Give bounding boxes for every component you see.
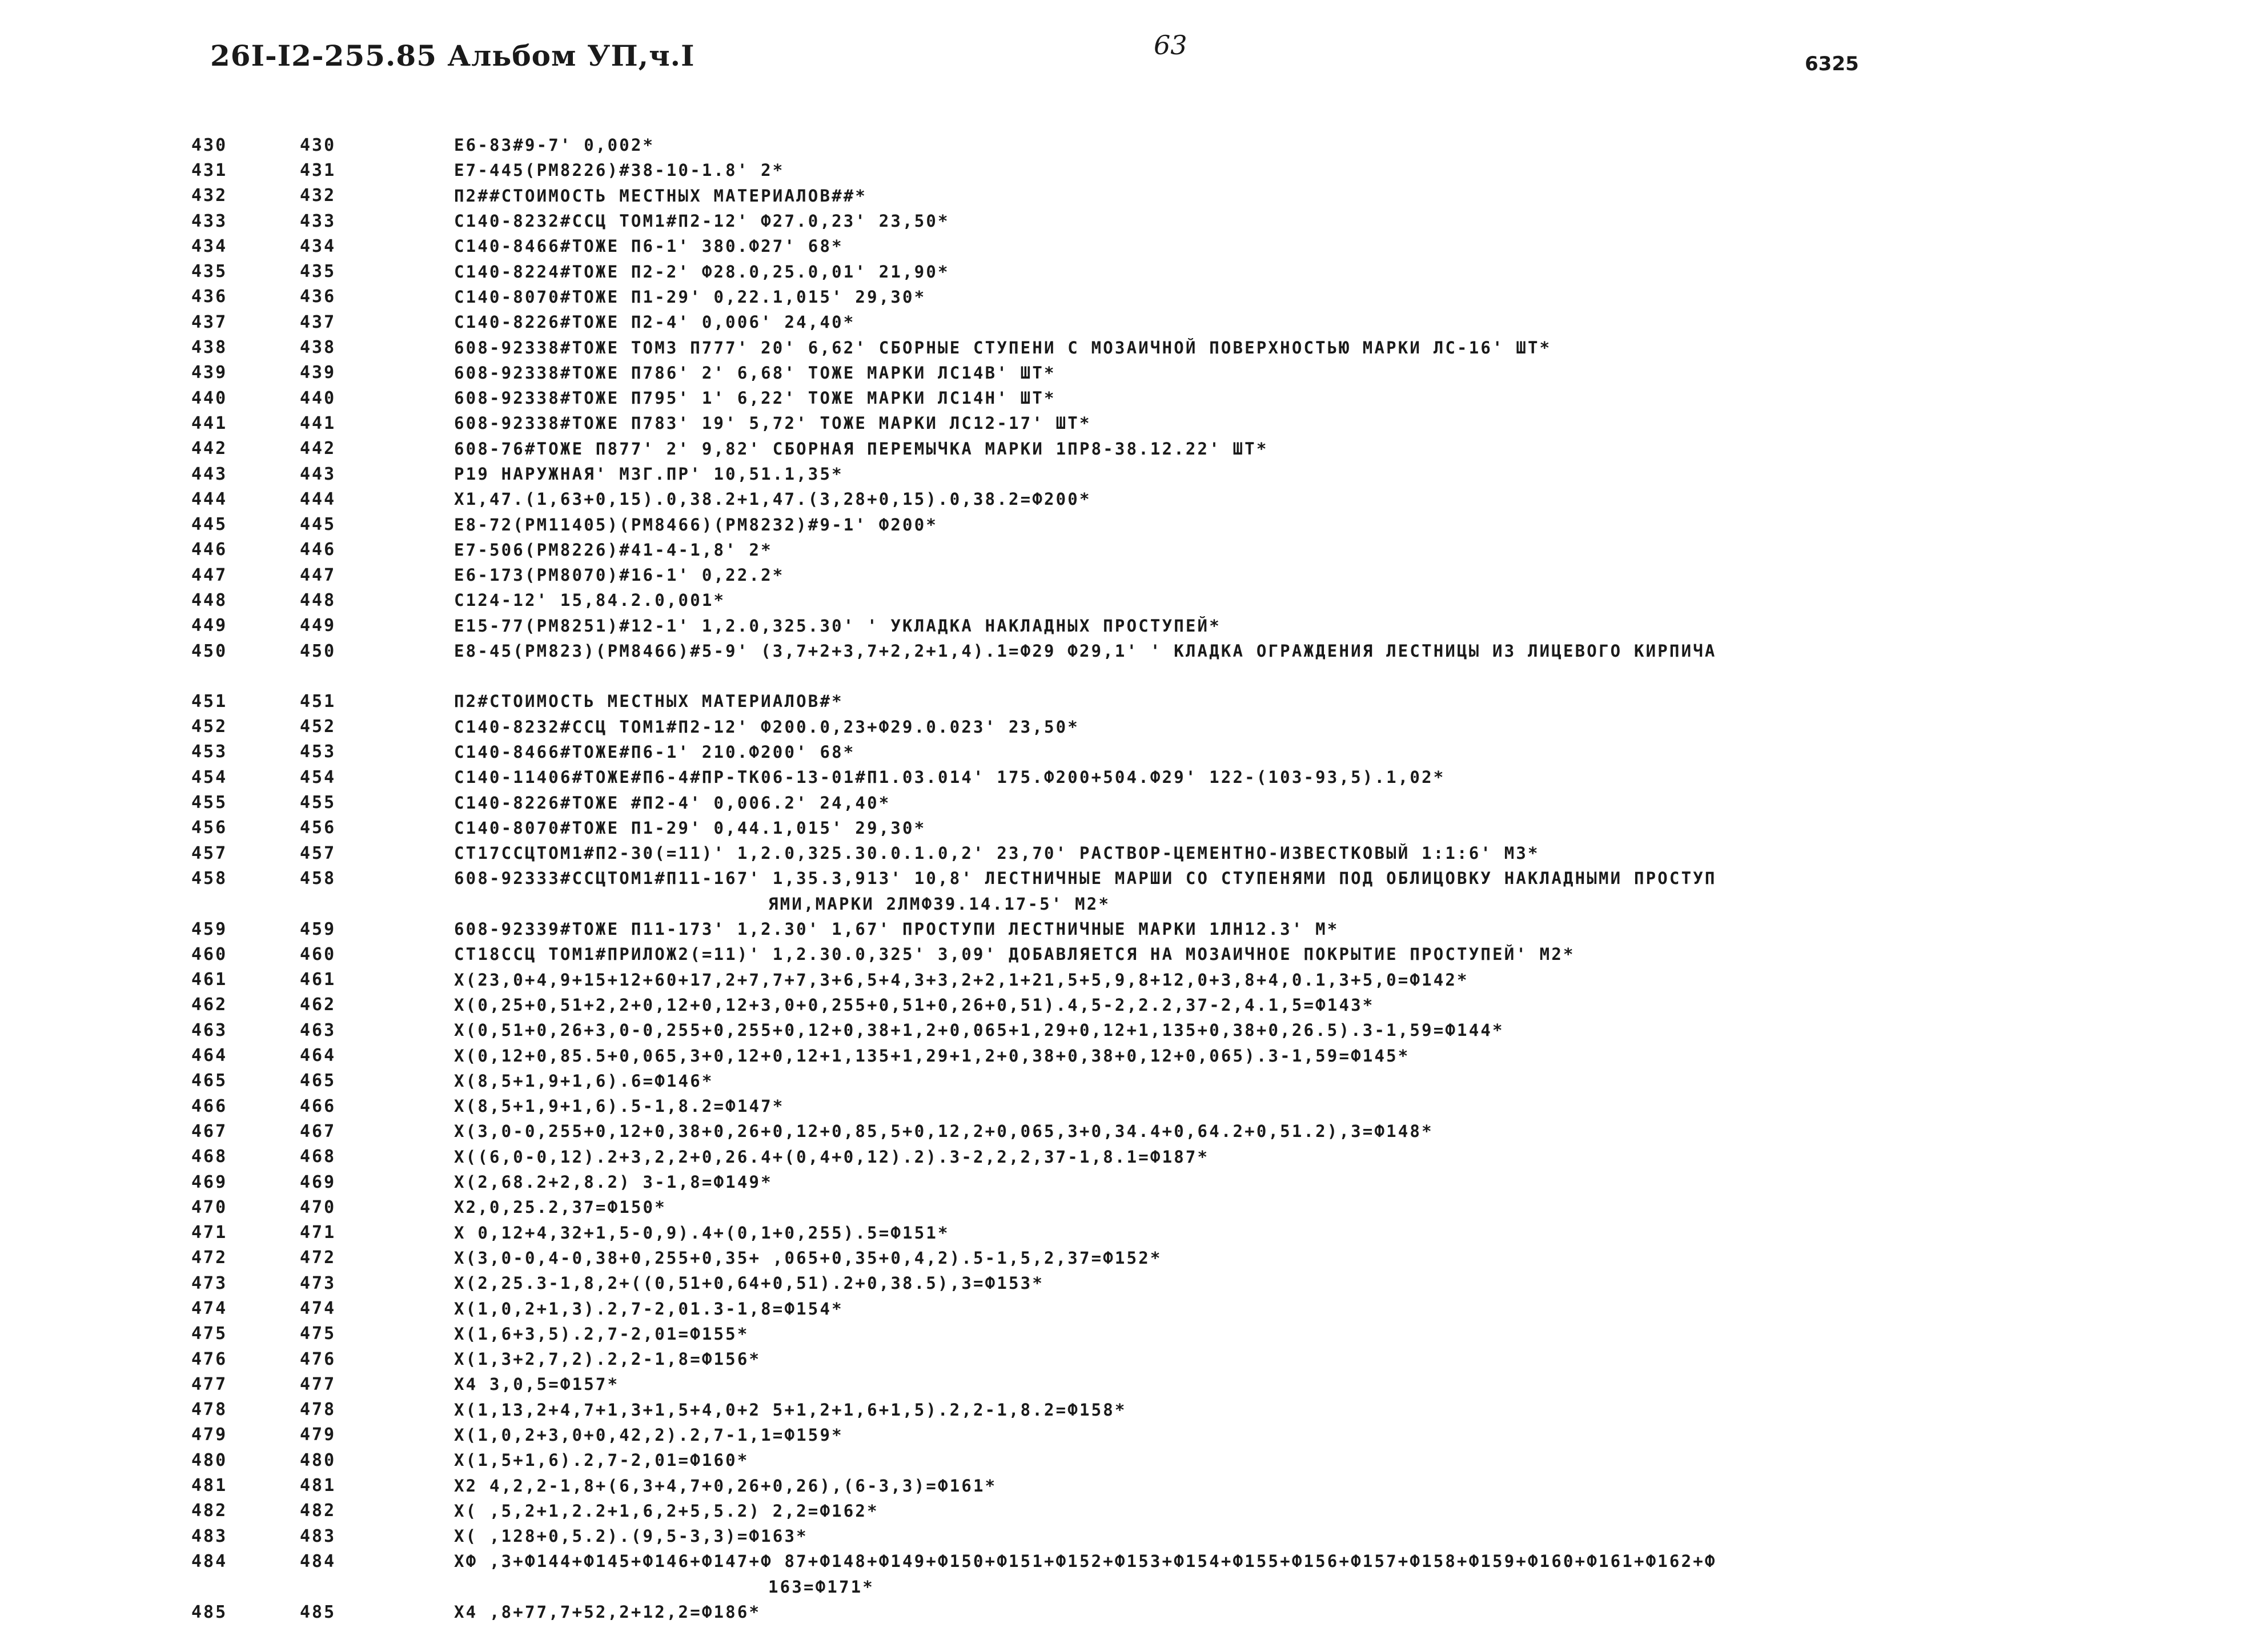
line-number-left: 463 <box>191 1020 228 1040</box>
listing-continuation-line <box>191 891 2225 917</box>
line-text: С140-8466#ТОЖЕ#П6-1' 210.Ф200' 68* <box>454 742 856 762</box>
line-number-right: 483 <box>300 1526 336 1546</box>
document-code: 6325 <box>1805 53 1859 75</box>
line-number-left: 481 <box>191 1476 228 1496</box>
line-number-left: 436 <box>191 287 228 307</box>
line-number-left: 452 <box>191 717 228 737</box>
line-text: 608-92338#ТОЖЕ П795' 1' 6,22' ТОЖЕ МАРКИ ЛС14Н' ШТ* <box>454 388 1056 408</box>
listing-line <box>191 1144 2225 1169</box>
line-text: С140-8224#ТОЖЕ П2-2' Ф28.0,25.0,01' 21,90* <box>454 262 950 282</box>
line-number-right: 456 <box>300 818 336 838</box>
line-number-right: 485 <box>300 1602 336 1622</box>
listing-line <box>191 132 2225 158</box>
line-number-right: 477 <box>300 1374 336 1394</box>
listing-line <box>191 537 2225 562</box>
line-number-right: 440 <box>300 388 336 408</box>
line-number-right: 431 <box>300 160 336 180</box>
line-number-right: 441 <box>300 413 336 433</box>
line-number-left: 445 <box>191 515 228 535</box>
listing-line <box>191 1473 2225 1498</box>
line-text: СТ18ССЦ ТОМ1#ПРИЛОЖ2(=11)' 1,2.30.0,325' 3,09' ДОБАВЛЯЕТСЯ НА МОЗАИЧНОЕ ПОКРЫТИЕ ПРОСТУПЕЙ' М2* <box>454 944 1575 964</box>
listing-line <box>191 183 2225 208</box>
line-text: Х(2,68.2+2,8.2) 3-1,8=Ф149* <box>454 1172 773 1192</box>
line-number-left: 471 <box>191 1223 228 1243</box>
line-text: Х(2,25.3-1,8,2+((0,51+0,64+0,51).2+0,38.5),3=Ф153* <box>454 1273 1044 1293</box>
line-number-right: 469 <box>300 1172 336 1192</box>
line-number-right: 430 <box>300 135 336 155</box>
line-number-left: 469 <box>191 1172 228 1192</box>
line-number-right: 444 <box>300 489 336 509</box>
line-text: Х(1,3+2,7,2).2,2-1,8=Ф156* <box>454 1349 761 1369</box>
line-number-left: 444 <box>191 489 228 509</box>
line-number-left: 458 <box>191 868 228 889</box>
listing-line <box>191 1018 2225 1043</box>
line-number-left: 464 <box>191 1046 228 1066</box>
listing-line <box>191 815 2225 841</box>
line-number-right: 470 <box>300 1197 336 1217</box>
line-number-right: 457 <box>300 843 336 863</box>
line-text: 608-92338#ТОЖЕ П783' 19' 5,72' ТОЖЕ МАРКИ ЛС12-17' ШТ* <box>454 413 1091 433</box>
line-number-right: 461 <box>300 970 336 990</box>
listing-line <box>191 588 2225 613</box>
line-number-left: 477 <box>191 1374 228 1394</box>
listing-line <box>191 1195 2225 1220</box>
line-number-left: 455 <box>191 793 228 813</box>
listing-line <box>191 360 2225 385</box>
line-text: С140-11406#ТОЖЕ#П6-4#ПР-ТК06-13-01#П1.03.014' 175.Ф200+504.Ф29' 122-(103-93,5).1,02* <box>454 767 1446 787</box>
line-number-left: 461 <box>191 970 228 990</box>
line-text: Х(0,51+0,26+3,0-0,255+0,255+0,12+0,38+1,2+0,065+1,29+0,12+1,135+0,38+0,26.5).3-1,59=Ф144* <box>454 1020 1504 1040</box>
line-number-left: 448 <box>191 590 228 610</box>
line-number-left: 467 <box>191 1121 228 1141</box>
line-number-left: 462 <box>191 995 228 1015</box>
line-number-left: 474 <box>191 1299 228 1319</box>
page-number: 63 <box>1154 30 1187 61</box>
line-text: Е7-445(РМ8226)#38-10-1.8' 2* <box>454 160 785 180</box>
listing-line <box>191 158 2225 183</box>
line-number-left: 437 <box>191 312 228 332</box>
listing-line <box>191 1169 2225 1195</box>
line-number-left: 450 <box>191 641 228 661</box>
line-number-right: 449 <box>300 616 336 636</box>
line-text: Х(8,5+1,9+1,6).5-1,8.2=Ф147* <box>454 1096 785 1116</box>
line-number-left: 472 <box>191 1248 228 1268</box>
line-number-left: 433 <box>191 211 228 231</box>
line-number-left: 484 <box>191 1551 228 1571</box>
line-number-right: 447 <box>300 565 336 585</box>
line-text: СТ17ССЦТОМ1#П2-30(=11)' 1,2.0,325.30.0.1.0,2' 23,70' РАСТВОР-ЦЕМЕНТНО-ИЗВЕСТКОВЫЙ 1:1:6' М3* <box>454 843 1540 863</box>
line-text: П2#СТОИМОСТЬ МЕСТНЫХ МАТЕРИАЛОВ#* <box>454 692 844 712</box>
listing-line <box>191 1549 2225 1574</box>
line-number-right: 464 <box>300 1046 336 1066</box>
line-number-right: 434 <box>300 236 336 256</box>
line-number-left: 431 <box>191 160 228 180</box>
listing-line <box>191 208 2225 234</box>
line-number-right: 475 <box>300 1324 336 1344</box>
line-text: ХФ ,3+Ф144+Ф145+Ф146+Ф147+Ф 87+Ф148+Ф149+Ф150+Ф151+Ф152+Ф153+Ф154+Ф155+Ф156+Ф157+Ф158+Ф159+Ф160+Ф161+Ф162+Ф <box>454 1551 1717 1571</box>
line-text: Е8-72(РМ11405)(РМ8466)(РМ8232)#9-1' Ф200* <box>454 515 938 534</box>
line-text: Х4 ,8+77,7+52,2+12,2=Ф186* <box>454 1602 761 1622</box>
line-number-right: 480 <box>300 1450 336 1470</box>
line-number-left: 456 <box>191 818 228 838</box>
line-number-right: 466 <box>300 1096 336 1116</box>
line-number-right: 463 <box>300 1020 336 1040</box>
listing-line <box>191 436 2225 461</box>
line-number-left: 447 <box>191 565 228 585</box>
line-number-right: 474 <box>300 1299 336 1319</box>
listing-line <box>191 1524 2225 1549</box>
line-number-left: 451 <box>191 691 228 712</box>
line-number-right: 439 <box>300 363 336 383</box>
listing-line <box>191 689 2225 714</box>
listing-line <box>191 638 2225 664</box>
line-number-left: 476 <box>191 1349 228 1369</box>
listing-line <box>191 385 2225 411</box>
listing-line <box>191 1599 2225 1625</box>
line-number-right: 462 <box>300 995 336 1015</box>
line-text: С140-8226#ТОЖЕ #П2-4' 0,006.2' 24,40* <box>454 793 891 813</box>
line-number-left: 457 <box>191 843 228 863</box>
line-text: Х(1,13,2+4,7+1,3+1,5+4,0+2 5+1,2+1,6+1,5).2,2-1,8.2=Ф158* <box>454 1400 1127 1420</box>
line-number-right: 436 <box>300 287 336 307</box>
line-number-left: 483 <box>191 1526 228 1546</box>
line-number-right: 459 <box>300 919 336 939</box>
listing-line <box>191 234 2225 259</box>
line-text: С124-12' 15,84.2.0,001* <box>454 590 726 610</box>
line-text: Е6-173(РМ8070)#16-1' 0,22.2* <box>454 565 785 585</box>
line-text: Х(0,25+0,51+2,2+0,12+0,12+3,0+0,255+0,51+0,26+0,51).4,5-2,2.2,37-2,4.1,5=Ф143* <box>454 995 1375 1015</box>
listing-line <box>191 284 2225 310</box>
listing-line <box>191 335 2225 360</box>
line-text: Х(3,0-0,4-0,38+0,255+0,35+ ,065+0,35+0,4,2).5-1,5,2,37=Ф152* <box>454 1248 1162 1268</box>
listing-continuation-line <box>191 1574 2225 1599</box>
line-number-left: 442 <box>191 439 228 459</box>
listing-line <box>191 487 2225 512</box>
line-text: 608-92338#ТОЖЕ П786' 2' 6,68' ТОЖЕ МАРКИ ЛС14В' ШТ* <box>454 363 1056 383</box>
line-text: С140-8070#ТОЖЕ П1-29' 0,44.1,015' 29,30* <box>454 818 926 838</box>
line-text: Х(3,0-0,255+0,12+0,38+0,26+0,12+0,85,5+0,12,2+0,065,3+0,34.4+0,64.2+0,51.2),3=Ф148* <box>454 1122 1434 1141</box>
line-number-right: 432 <box>300 186 336 206</box>
line-number-right: 437 <box>300 312 336 332</box>
line-number-left: 432 <box>191 186 228 206</box>
line-text: Х(1,5+1,6).2,7-2,01=Ф160* <box>454 1450 749 1470</box>
line-text: 608-76#ТОЖЕ П877' 2' 9,82' СБОРНАЯ ПЕРЕМЫЧКА МАРКИ 1ПР8-38.12.22' ШТ* <box>454 439 1269 459</box>
line-number-right: 454 <box>300 767 336 787</box>
listing-line <box>191 613 2225 638</box>
line-number-left: 485 <box>191 1602 228 1622</box>
line-number-right: 445 <box>300 515 336 535</box>
line-number-right: 453 <box>300 742 336 762</box>
line-number-right: 467 <box>300 1121 336 1141</box>
line-text: Х(1,0,2+3,0+0,42,2).2,7-1,1=Ф159* <box>454 1425 844 1445</box>
listing-line <box>191 790 2225 815</box>
listing-line <box>191 461 2225 487</box>
line-number-left: 430 <box>191 135 228 155</box>
line-text: С140-8070#ТОЖЕ П1-29' 0,22.1,015' 29,30* <box>454 287 926 307</box>
line-number-left: 482 <box>191 1501 228 1521</box>
line-text: Х( ,128+0,5.2).(9,5-3,3)=Ф163* <box>454 1526 808 1546</box>
listing-line <box>191 1245 2225 1271</box>
line-number-right: 433 <box>300 211 336 231</box>
line-text: С140-8232#ССЦ ТОМ1#П2-12' Ф200.0,23+Ф29.0.023' 23,50* <box>454 717 1079 737</box>
line-number-left: 478 <box>191 1400 228 1420</box>
listing-line <box>191 739 2225 765</box>
line-number-left: 479 <box>191 1425 228 1445</box>
line-number-left: 449 <box>191 616 228 636</box>
line-number-right: 478 <box>300 1400 336 1420</box>
listing-line <box>191 259 2225 284</box>
line-number-right: 479 <box>300 1425 336 1445</box>
line-text: Х1,47.(1,63+0,15).0,38.2+1,47.(3,28+0,15).0,38.2=Ф200* <box>454 489 1091 509</box>
listing-line <box>191 1397 2225 1422</box>
line-number-right: 452 <box>300 717 336 737</box>
line-number-right: 458 <box>300 868 336 889</box>
listing-line <box>191 411 2225 436</box>
code-listing <box>191 132 2225 1625</box>
line-text: 608-92338#ТОЖЕ ТОМ3 П777' 20' 6,62' СБОРНЫЕ СТУПЕНИ С МОЗАИЧНОЙ ПОВЕРХНОСТЬЮ МАРКИ ЛС-16' ШТ* <box>454 337 1552 357</box>
line-number-right: 481 <box>300 1476 336 1496</box>
line-text: 608-92333#ССЦТОМ1#П11-167' 1,35.3,913' 10,8' ЛЕСТНИЧНЫЕ МАРШИ СО СТУПЕНЯМИ ПОД ОБЛИЦОВКУ НАКЛАДНЫМИ ПРОСТУП <box>454 869 1717 889</box>
line-number-left: 465 <box>191 1071 228 1091</box>
listing-line <box>191 1119 2225 1144</box>
line-text: Х( ,5,2+1,2.2+1,6,2+5,5.2) 2,2=Ф162* <box>454 1501 879 1521</box>
listing-line <box>191 866 2225 891</box>
line-number-right: 443 <box>300 464 336 484</box>
listing-line <box>191 841 2225 866</box>
line-number-left: 459 <box>191 919 228 939</box>
line-number-right: 482 <box>300 1501 336 1521</box>
listing-line <box>191 1346 2225 1372</box>
line-text: Х(1,0,2+1,3).2,7-2,01.3-1,8=Ф154* <box>454 1299 844 1319</box>
line-number-left: 473 <box>191 1273 228 1293</box>
line-number-right: 435 <box>300 262 336 282</box>
line-number-right: 455 <box>300 793 336 813</box>
line-number-left: 435 <box>191 262 228 282</box>
line-text: Х4 3,0,5=Ф157* <box>454 1374 620 1394</box>
line-number-left: 466 <box>191 1096 228 1116</box>
line-number-right: 471 <box>300 1223 336 1243</box>
line-number-right: 438 <box>300 337 336 358</box>
line-number-left: 470 <box>191 1197 228 1217</box>
line-number-left: 446 <box>191 540 228 560</box>
line-number-left: 439 <box>191 363 228 383</box>
line-number-left: 475 <box>191 1324 228 1344</box>
line-number-left: 438 <box>191 337 228 358</box>
line-text: С140-8226#ТОЖЕ П2-4' 0,006' 24,40* <box>454 312 856 332</box>
line-number-right: 446 <box>300 540 336 560</box>
line-number-right: 450 <box>300 641 336 661</box>
line-number-right: 448 <box>300 590 336 610</box>
line-number-right: 465 <box>300 1071 336 1091</box>
listing-line <box>191 512 2225 537</box>
listing-line <box>191 714 2225 739</box>
document-title: 26I-I2-255.85 Альбом УП,ч.I <box>210 39 695 73</box>
line-number-right: 473 <box>300 1273 336 1293</box>
line-text: С140-8466#ТОЖЕ П6-1' 380.Ф27' 68* <box>454 236 844 256</box>
line-number-left: 443 <box>191 464 228 484</box>
line-text: С140-8232#ССЦ ТОМ1#П2-12' Ф27.0,23' 23,50* <box>454 211 950 231</box>
listing-line <box>191 1422 2225 1448</box>
line-text: Х2,0,25.2,37=Ф150* <box>454 1197 667 1217</box>
line-text: Е8-45(РМ823)(РМ8466)#5-9' (3,7+2+3,7+2,2+1,4).1=Ф29 Ф29,1' ' КЛАДКА ОГРАЖДЕНИЯ ЛЕСТНИЦЫ ИЗ ЛИЦЕВОГО КИРПИЧА <box>454 641 1717 661</box>
listing-line <box>191 1498 2225 1524</box>
listing-line <box>191 562 2225 588</box>
listing-line <box>191 765 2225 790</box>
listing-line <box>191 1220 2225 1245</box>
listing-line <box>191 1372 2225 1397</box>
line-text: Х 0,12+4,32+1,5-0,9).4+(0,1+0,255).5=Ф151* <box>454 1223 950 1243</box>
line-number-left: 480 <box>191 1450 228 1470</box>
line-number-right: 472 <box>300 1248 336 1268</box>
line-text: 608-92339#ТОЖЕ П11-173' 1,2.30' 1,67' ПРОСТУПИ ЛЕСТНИЧНЫЕ МАРКИ 1ЛН12.3' М* <box>454 919 1339 939</box>
line-text: Е15-77(РМ8251)#12-1' 1,2.0,325.30' ' УКЛАДКА НАКЛАДНЫХ ПРОСТУПЕЙ* <box>454 616 1221 636</box>
listing-line <box>191 1271 2225 1296</box>
line-number-right: 468 <box>300 1147 336 1167</box>
listing-line <box>191 1068 2225 1094</box>
listing-line <box>191 1296 2225 1321</box>
line-number-right: 442 <box>300 439 336 459</box>
line-number-left: 441 <box>191 413 228 433</box>
line-text: Х(8,5+1,9+1,6).6=Ф146* <box>454 1071 714 1091</box>
line-text: Х((6,0-0,12).2+3,2,2+0,26.4+(0,4+0,12).2).3-2,2,2,37-1,8.1=Ф187* <box>454 1147 1210 1167</box>
line-number-left: 468 <box>191 1147 228 1167</box>
listing-line <box>191 310 2225 335</box>
line-number-left: 460 <box>191 944 228 964</box>
listing-line <box>191 942 2225 967</box>
line-number-right: 476 <box>300 1349 336 1369</box>
line-number-right: 451 <box>300 691 336 712</box>
listing-line <box>191 1448 2225 1473</box>
line-text: 163=Ф171* <box>768 1577 874 1597</box>
line-number-left: 440 <box>191 388 228 408</box>
line-text: П2##СТОИМОСТЬ МЕСТНЫХ МАТЕРИАЛОВ##* <box>454 186 868 206</box>
listing-line <box>191 1043 2225 1068</box>
listing-line <box>191 967 2225 992</box>
line-number-right: 460 <box>300 944 336 964</box>
listing-line <box>191 917 2225 942</box>
line-text: Х(0,12+0,85.5+0,065,3+0,12+0,12+1,135+1,29+1,2+0,38+0,38+0,12+0,065).3-1,59=Ф145* <box>454 1046 1410 1066</box>
line-text: Е6-83#9-7' 0,002* <box>454 135 655 155</box>
listing-line <box>191 1094 2225 1119</box>
line-text: Х(1,6+3,5).2,7-2,01=Ф155* <box>454 1324 749 1344</box>
listing-line <box>191 1321 2225 1346</box>
line-text: Е7-506(РМ8226)#41-4-1,8' 2* <box>454 540 773 560</box>
line-number-right: 484 <box>300 1551 336 1571</box>
line-number-left: 453 <box>191 742 228 762</box>
line-number-left: 454 <box>191 767 228 787</box>
line-text: Р19 НАРУЖНАЯ' МЗГ.ПР' 10,51.1,35* <box>454 464 844 484</box>
listing-line <box>191 992 2225 1018</box>
line-text: Х(23,0+4,9+15+12+60+17,2+7,7+7,3+6,5+4,3+3,2+2,1+21,5+5,9,8+12,0+3,8+4,0.1,3+5,0=Ф142* <box>454 970 1469 990</box>
line-text: Х2 4,2,2-1,8+(6,3+4,7+0,26+0,26),(6-3,3)=Ф161* <box>454 1476 997 1496</box>
line-text: ЯМИ,МАРКИ 2ЛМФ39.14.17-5' М2* <box>768 894 1111 914</box>
line-number-left: 434 <box>191 236 228 256</box>
